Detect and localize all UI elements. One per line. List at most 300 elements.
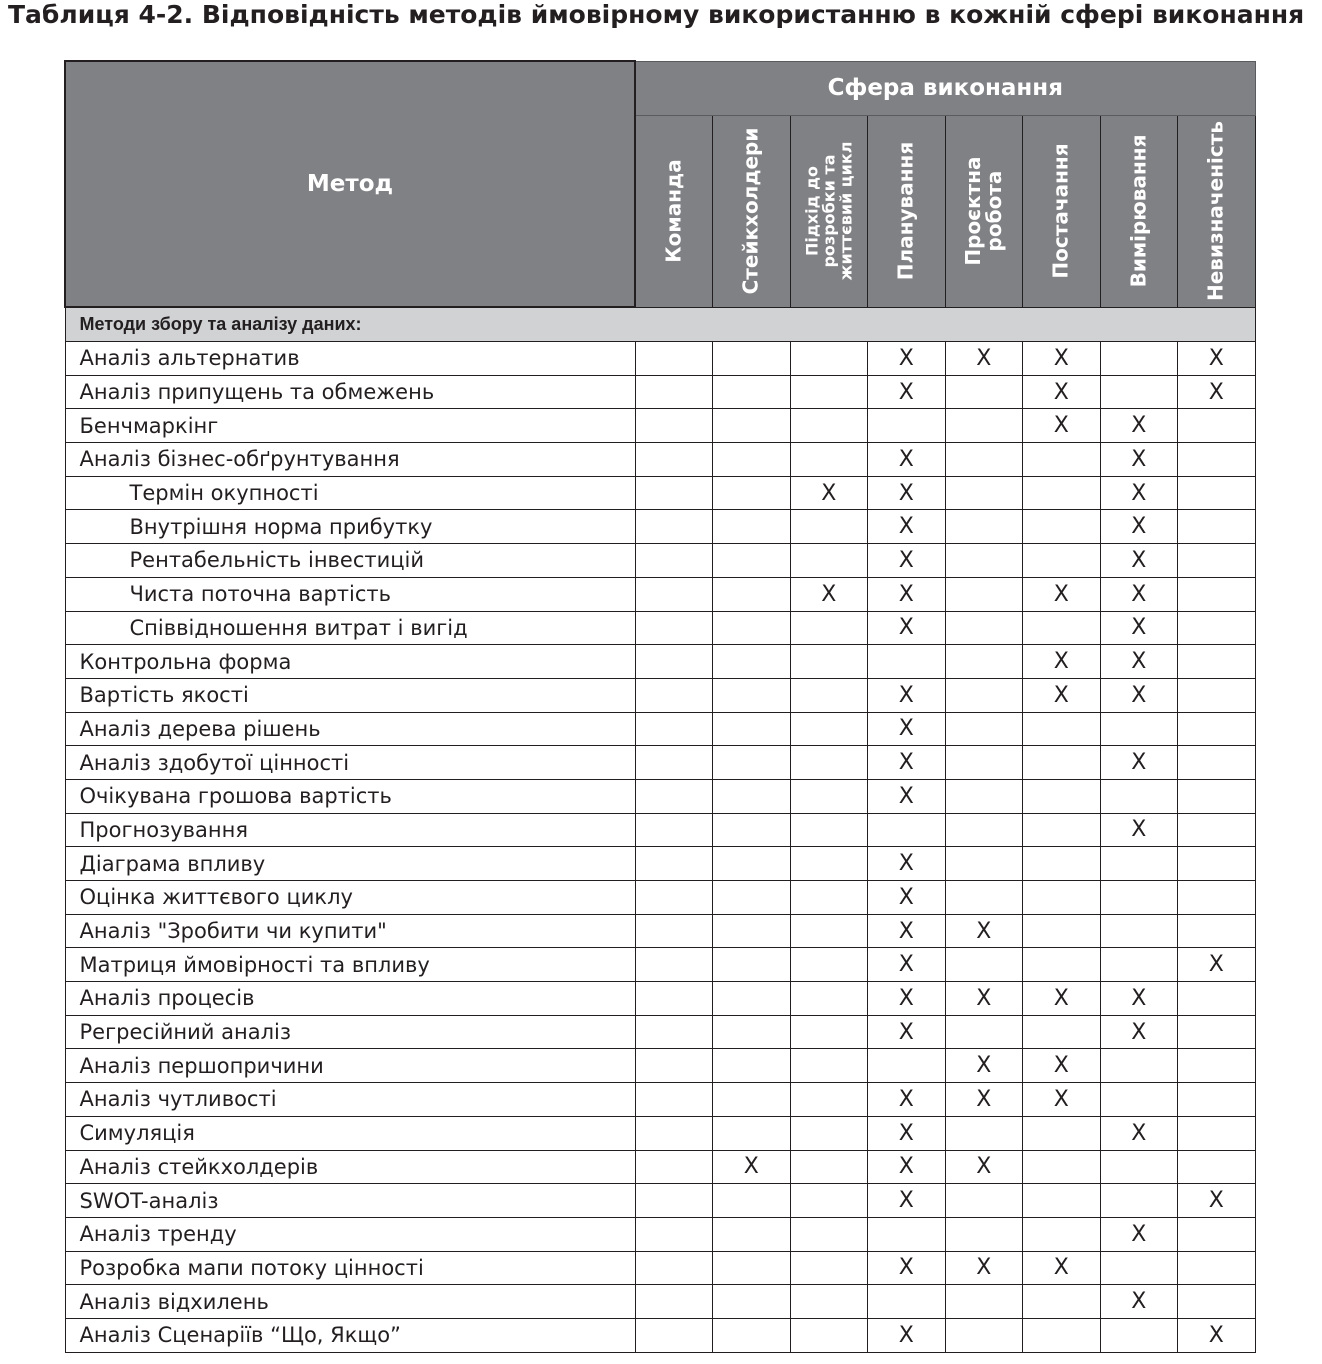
mark-cell-uncertainty: [1178, 1116, 1256, 1150]
mark-cell-project-work: [945, 948, 1023, 982]
method-name: Регресійний аналіз: [65, 1015, 635, 1049]
mark-cell-planning: X: [868, 847, 946, 881]
mark-cell-stakeholders: [713, 847, 791, 881]
column-header-label: Планування: [893, 142, 918, 281]
mark-cell-measurement: [1100, 948, 1178, 982]
mark-cell-project-work: [945, 813, 1023, 847]
mark-cell-uncertainty: X: [1178, 1184, 1256, 1218]
mark-cell-measurement: X: [1100, 1015, 1178, 1049]
method-name: Аналіз бізнес-обґрунтування: [65, 443, 635, 477]
mark-cell-planning: X: [868, 982, 946, 1016]
mark-cell-measurement: X: [1100, 577, 1178, 611]
mark-cell-measurement: X: [1100, 1116, 1178, 1150]
mark-cell-planning: X: [868, 342, 946, 376]
mark-cell-development-approach-lifecycle: [790, 1184, 868, 1218]
table-row: [65, 1150, 1255, 1184]
mark-cell-measurement: [1100, 1150, 1178, 1184]
mark-cell-project-work: [945, 510, 1023, 544]
mark-cell-development-approach-lifecycle: [790, 982, 868, 1016]
mark-cell-development-approach-lifecycle: [790, 1083, 868, 1117]
method-name: Очікувана грошова вартість: [65, 779, 635, 813]
mark-cell-measurement: [1100, 847, 1178, 881]
mark-cell-team: [635, 1285, 713, 1319]
column-header-label: Вимірювання: [1126, 134, 1151, 288]
mark-cell-delivery: [1023, 443, 1101, 477]
mark-cell-stakeholders: [713, 1251, 791, 1285]
mark-cell-uncertainty: X: [1178, 948, 1256, 982]
mark-cell-stakeholders: [713, 1083, 791, 1117]
table-row: [65, 746, 1255, 780]
mark-cell-planning: X: [868, 914, 946, 948]
column-header-label: Команда: [661, 159, 686, 263]
mark-cell-uncertainty: [1178, 1083, 1256, 1117]
table-row: [65, 712, 1255, 746]
mark-cell-stakeholders: X: [713, 1150, 791, 1184]
mark-cell-project-work: [945, 645, 1023, 679]
column-header-planning: [868, 115, 946, 307]
mark-cell-development-approach-lifecycle: [790, 1150, 868, 1184]
mark-cell-uncertainty: [1178, 678, 1256, 712]
mark-cell-delivery: X: [1023, 1049, 1101, 1083]
mark-cell-measurement: [1100, 1184, 1178, 1218]
table-row: [65, 476, 1255, 510]
mark-cell-planning: X: [868, 577, 946, 611]
mark-cell-delivery: [1023, 1015, 1101, 1049]
table-row: [65, 1015, 1255, 1049]
mark-cell-delivery: [1023, 914, 1101, 948]
mark-cell-delivery: X: [1023, 678, 1101, 712]
mark-cell-measurement: [1100, 1251, 1178, 1285]
table-row: [65, 1217, 1255, 1251]
method-name: Чиста поточна вартість: [65, 577, 635, 611]
mark-cell-stakeholders: [713, 577, 791, 611]
mark-cell-uncertainty: X: [1178, 342, 1256, 376]
mark-cell-planning: X: [868, 881, 946, 915]
mark-cell-project-work: [945, 1285, 1023, 1319]
column-header-stakeholders: [713, 115, 791, 307]
mark-cell-project-work: [945, 1184, 1023, 1218]
mark-cell-team: [635, 1116, 713, 1150]
method-name: Оцінка життєвого циклу: [65, 881, 635, 915]
mark-cell-development-approach-lifecycle: [790, 948, 868, 982]
mark-cell-stakeholders: [713, 1285, 791, 1319]
method-name: Аналіз Сценаріїв “Що, Якщо”: [65, 1318, 635, 1352]
mark-cell-project-work: [945, 881, 1023, 915]
mark-cell-development-approach-lifecycle: [790, 678, 868, 712]
mark-cell-delivery: X: [1023, 375, 1101, 409]
mark-cell-team: [635, 645, 713, 679]
method-name: Діаграма впливу: [65, 847, 635, 881]
mark-cell-planning: X: [868, 544, 946, 578]
mark-cell-measurement: X: [1100, 678, 1178, 712]
mark-cell-stakeholders: [713, 611, 791, 645]
table-row: [65, 1318, 1255, 1352]
section-row: [65, 307, 1255, 342]
section-label: Методи збору та аналізу даних:: [65, 307, 1255, 342]
table-row: [65, 1251, 1255, 1285]
table-row: [65, 948, 1255, 982]
mark-cell-development-approach-lifecycle: [790, 544, 868, 578]
mark-cell-development-approach-lifecycle: [790, 914, 868, 948]
mark-cell-measurement: X: [1100, 443, 1178, 477]
mark-cell-development-approach-lifecycle: [790, 645, 868, 679]
mark-cell-development-approach-lifecycle: [790, 847, 868, 881]
column-header-label: Невизначеність: [1203, 121, 1228, 302]
column-header-team: [635, 115, 713, 307]
area-group-header: Сфера виконання: [635, 61, 1255, 115]
mark-cell-uncertainty: [1178, 746, 1256, 780]
mark-cell-measurement: X: [1100, 1285, 1178, 1319]
mark-cell-team: [635, 1217, 713, 1251]
method-name: SWOT-аналіз: [65, 1184, 635, 1218]
mark-cell-project-work: [945, 678, 1023, 712]
method-name: Контрольна форма: [65, 645, 635, 679]
mark-cell-stakeholders: [713, 645, 791, 679]
mark-cell-project-work: [945, 1318, 1023, 1352]
mark-cell-project-work: X: [945, 982, 1023, 1016]
table-row: [65, 375, 1255, 409]
mark-cell-team: [635, 881, 713, 915]
method-name: Аналіз "Зробити чи купити": [65, 914, 635, 948]
mark-cell-delivery: [1023, 948, 1101, 982]
mark-cell-team: [635, 712, 713, 746]
mark-cell-delivery: [1023, 1116, 1101, 1150]
mark-cell-stakeholders: [713, 1318, 791, 1352]
mark-cell-delivery: [1023, 1217, 1101, 1251]
mark-cell-delivery: [1023, 1184, 1101, 1218]
mark-cell-planning: [868, 813, 946, 847]
mark-cell-development-approach-lifecycle: [790, 1251, 868, 1285]
mark-cell-uncertainty: [1178, 813, 1256, 847]
mark-cell-measurement: X: [1100, 611, 1178, 645]
table-row: [65, 1083, 1255, 1117]
method-name: Аналіз відхилень: [65, 1285, 635, 1319]
column-header-development-approach-lifecycle: [790, 115, 868, 307]
table-row: [65, 982, 1255, 1016]
mark-cell-planning: X: [868, 1116, 946, 1150]
mark-cell-team: [635, 847, 713, 881]
mark-cell-uncertainty: [1178, 476, 1256, 510]
mark-cell-measurement: [1100, 712, 1178, 746]
mark-cell-stakeholders: [713, 1049, 791, 1083]
mark-cell-planning: X: [868, 443, 946, 477]
mark-cell-project-work: X: [945, 342, 1023, 376]
mark-cell-delivery: X: [1023, 342, 1101, 376]
mark-cell-development-approach-lifecycle: [790, 881, 868, 915]
mark-cell-development-approach-lifecycle: [790, 510, 868, 544]
mark-cell-measurement: [1100, 342, 1178, 376]
method-column-header: Метод: [65, 61, 635, 307]
mark-cell-measurement: X: [1100, 746, 1178, 780]
mark-cell-delivery: [1023, 847, 1101, 881]
mark-cell-measurement: X: [1100, 544, 1178, 578]
column-header-label: Підхід до розробки та життєвий цикл: [802, 141, 856, 281]
mark-cell-delivery: [1023, 544, 1101, 578]
mark-cell-development-approach-lifecycle: [790, 342, 868, 376]
mark-cell-measurement: [1100, 1049, 1178, 1083]
mark-cell-stakeholders: [713, 712, 791, 746]
mark-cell-uncertainty: [1178, 712, 1256, 746]
mark-cell-stakeholders: [713, 779, 791, 813]
column-header-measurement: [1100, 115, 1178, 307]
mark-cell-planning: X: [868, 712, 946, 746]
mark-cell-project-work: [945, 544, 1023, 578]
mark-cell-team: [635, 476, 713, 510]
mark-cell-measurement: X: [1100, 1217, 1178, 1251]
mark-cell-team: [635, 813, 713, 847]
mark-cell-delivery: X: [1023, 1251, 1101, 1285]
column-header-label: Проєктна робота: [960, 156, 1006, 266]
mark-cell-project-work: [945, 443, 1023, 477]
mark-cell-measurement: X: [1100, 982, 1178, 1016]
mark-cell-stakeholders: [713, 914, 791, 948]
mark-cell-planning: [868, 1049, 946, 1083]
mark-cell-development-approach-lifecycle: [790, 712, 868, 746]
mark-cell-stakeholders: [713, 1217, 791, 1251]
mark-cell-stakeholders: [713, 1015, 791, 1049]
mark-cell-uncertainty: [1178, 409, 1256, 443]
mark-cell-project-work: [945, 746, 1023, 780]
method-name: Аналіз припущень та обмежень: [65, 375, 635, 409]
table-row: [65, 409, 1255, 443]
method-name: Аналіз здобутої цінності: [65, 746, 635, 780]
mark-cell-uncertainty: [1178, 1217, 1256, 1251]
mark-cell-uncertainty: [1178, 443, 1256, 477]
mark-cell-delivery: [1023, 712, 1101, 746]
mark-cell-planning: X: [868, 611, 946, 645]
mark-cell-team: [635, 779, 713, 813]
mark-cell-team: [635, 544, 713, 578]
mark-cell-delivery: [1023, 746, 1101, 780]
table-row: [65, 881, 1255, 915]
mark-cell-stakeholders: [713, 982, 791, 1016]
mark-cell-uncertainty: [1178, 847, 1256, 881]
method-name: Аналіз тренду: [65, 1217, 635, 1251]
mark-cell-planning: [868, 645, 946, 679]
mark-cell-planning: [868, 1217, 946, 1251]
mark-cell-stakeholders: [713, 881, 791, 915]
mark-cell-team: [635, 1049, 713, 1083]
mark-cell-stakeholders: [713, 746, 791, 780]
mark-cell-team: [635, 1251, 713, 1285]
mark-cell-planning: X: [868, 476, 946, 510]
mark-cell-uncertainty: [1178, 1251, 1256, 1285]
method-name: Розробка мапи потоку цінності: [65, 1251, 635, 1285]
mark-cell-project-work: [945, 476, 1023, 510]
mark-cell-measurement: [1100, 881, 1178, 915]
mark-cell-team: [635, 577, 713, 611]
methods-table: [64, 60, 1256, 1353]
mark-cell-stakeholders: [713, 409, 791, 443]
mark-cell-project-work: [945, 779, 1023, 813]
mark-cell-measurement: X: [1100, 645, 1178, 679]
mark-cell-uncertainty: [1178, 1015, 1256, 1049]
method-name: Аналіз першопричини: [65, 1049, 635, 1083]
table-row: [65, 1049, 1255, 1083]
mark-cell-project-work: [945, 712, 1023, 746]
mark-cell-delivery: [1023, 1318, 1101, 1352]
mark-cell-development-approach-lifecycle: [790, 611, 868, 645]
mark-cell-stakeholders: [713, 1116, 791, 1150]
column-header-delivery: [1023, 115, 1101, 307]
table-row: [65, 510, 1255, 544]
column-header-label: Постачання: [1048, 143, 1073, 279]
table-row: [65, 779, 1255, 813]
method-name: Термін окупності: [65, 476, 635, 510]
mark-cell-delivery: X: [1023, 982, 1101, 1016]
mark-cell-project-work: [945, 1116, 1023, 1150]
mark-cell-development-approach-lifecycle: X: [790, 577, 868, 611]
mark-cell-planning: X: [868, 375, 946, 409]
table-row: [65, 813, 1255, 847]
mark-cell-team: [635, 1150, 713, 1184]
mark-cell-delivery: X: [1023, 409, 1101, 443]
mark-cell-measurement: [1100, 914, 1178, 948]
mark-cell-uncertainty: X: [1178, 375, 1256, 409]
method-name: Вартість якості: [65, 678, 635, 712]
mark-cell-delivery: X: [1023, 645, 1101, 679]
mark-cell-team: [635, 948, 713, 982]
mark-cell-project-work: X: [945, 1049, 1023, 1083]
mark-cell-project-work: [945, 1217, 1023, 1251]
table-row: [65, 443, 1255, 477]
mark-cell-team: [635, 342, 713, 376]
mark-cell-development-approach-lifecycle: X: [790, 476, 868, 510]
mark-cell-uncertainty: [1178, 645, 1256, 679]
mark-cell-team: [635, 510, 713, 544]
mark-cell-stakeholders: [713, 510, 791, 544]
mark-cell-team: [635, 746, 713, 780]
method-name: Матриця ймовірності та впливу: [65, 948, 635, 982]
mark-cell-project-work: [945, 1015, 1023, 1049]
mark-cell-planning: X: [868, 1184, 946, 1218]
mark-cell-delivery: [1023, 1150, 1101, 1184]
mark-cell-development-approach-lifecycle: [790, 443, 868, 477]
mark-cell-project-work: [945, 577, 1023, 611]
table-row: [65, 1285, 1255, 1319]
mark-cell-development-approach-lifecycle: [790, 813, 868, 847]
mark-cell-planning: X: [868, 1318, 946, 1352]
mark-cell-stakeholders: [713, 1184, 791, 1218]
mark-cell-delivery: X: [1023, 1083, 1101, 1117]
mark-cell-stakeholders: [713, 443, 791, 477]
mark-cell-delivery: [1023, 476, 1101, 510]
mark-cell-measurement: X: [1100, 813, 1178, 847]
mark-cell-development-approach-lifecycle: [790, 1116, 868, 1150]
mark-cell-development-approach-lifecycle: [790, 1217, 868, 1251]
mark-cell-project-work: [945, 409, 1023, 443]
column-header-project-work: [945, 115, 1023, 307]
mark-cell-project-work: [945, 375, 1023, 409]
mark-cell-planning: [868, 1285, 946, 1319]
mark-cell-stakeholders: [713, 948, 791, 982]
table-row: [65, 678, 1255, 712]
mark-cell-project-work: [945, 611, 1023, 645]
mark-cell-delivery: [1023, 1285, 1101, 1319]
table-row: [65, 1116, 1255, 1150]
mark-cell-uncertainty: [1178, 577, 1256, 611]
table-row: [65, 611, 1255, 645]
table-row: [65, 645, 1255, 679]
mark-cell-planning: X: [868, 1150, 946, 1184]
mark-cell-delivery: [1023, 813, 1101, 847]
mark-cell-uncertainty: [1178, 881, 1256, 915]
method-name: Прогнозування: [65, 813, 635, 847]
method-name: Бенчмаркінг: [65, 409, 635, 443]
table-row: [65, 342, 1255, 376]
mark-cell-stakeholders: [713, 813, 791, 847]
mark-cell-stakeholders: [713, 544, 791, 578]
method-name: Внутрішня норма прибутку: [65, 510, 635, 544]
mark-cell-team: [635, 678, 713, 712]
column-header-label: Стейкхолдери: [738, 127, 763, 295]
mark-cell-development-approach-lifecycle: [790, 375, 868, 409]
mark-cell-delivery: [1023, 510, 1101, 544]
column-header-uncertainty: [1178, 115, 1256, 307]
mark-cell-development-approach-lifecycle: [790, 1285, 868, 1319]
mark-cell-development-approach-lifecycle: [790, 779, 868, 813]
table-row: [65, 544, 1255, 578]
mark-cell-delivery: X: [1023, 577, 1101, 611]
method-name: Рентабельність інвестицій: [65, 544, 635, 578]
mark-cell-measurement: [1100, 1318, 1178, 1352]
mark-cell-uncertainty: X: [1178, 1318, 1256, 1352]
mark-cell-uncertainty: [1178, 779, 1256, 813]
mark-cell-measurement: X: [1100, 510, 1178, 544]
mark-cell-planning: X: [868, 746, 946, 780]
mark-cell-team: [635, 982, 713, 1016]
mark-cell-development-approach-lifecycle: [790, 1049, 868, 1083]
mark-cell-development-approach-lifecycle: [790, 409, 868, 443]
mark-cell-delivery: [1023, 611, 1101, 645]
method-name: Аналіз дерева рішень: [65, 712, 635, 746]
method-name: Аналіз альтернатив: [65, 342, 635, 376]
method-name: Симуляція: [65, 1116, 635, 1150]
table-body: [65, 307, 1255, 1352]
mark-cell-team: [635, 914, 713, 948]
mark-cell-project-work: X: [945, 1083, 1023, 1117]
method-name: Аналіз стейкхолдерів: [65, 1150, 635, 1184]
mark-cell-uncertainty: [1178, 1049, 1256, 1083]
mark-cell-uncertainty: [1178, 510, 1256, 544]
mark-cell-team: [635, 443, 713, 477]
mark-cell-measurement: [1100, 779, 1178, 813]
method-name: Співвідношення витрат і вигід: [65, 611, 635, 645]
mark-cell-project-work: X: [945, 1251, 1023, 1285]
method-name: Аналіз чутливості: [65, 1083, 635, 1117]
mark-cell-project-work: [945, 847, 1023, 881]
mark-cell-team: [635, 409, 713, 443]
table-row: [65, 1184, 1255, 1218]
mark-cell-stakeholders: [713, 375, 791, 409]
mark-cell-planning: X: [868, 678, 946, 712]
mark-cell-project-work: X: [945, 914, 1023, 948]
mark-cell-delivery: [1023, 779, 1101, 813]
mark-cell-planning: X: [868, 1083, 946, 1117]
mark-cell-development-approach-lifecycle: [790, 1318, 868, 1352]
mark-cell-team: [635, 1015, 713, 1049]
table-row: [65, 914, 1255, 948]
mark-cell-measurement: X: [1100, 476, 1178, 510]
mark-cell-planning: X: [868, 1251, 946, 1285]
mark-cell-development-approach-lifecycle: [790, 1015, 868, 1049]
mark-cell-team: [635, 1318, 713, 1352]
mark-cell-stakeholders: [713, 678, 791, 712]
mark-cell-development-approach-lifecycle: [790, 746, 868, 780]
mark-cell-stakeholders: [713, 342, 791, 376]
mark-cell-measurement: X: [1100, 409, 1178, 443]
mark-cell-planning: X: [868, 1015, 946, 1049]
